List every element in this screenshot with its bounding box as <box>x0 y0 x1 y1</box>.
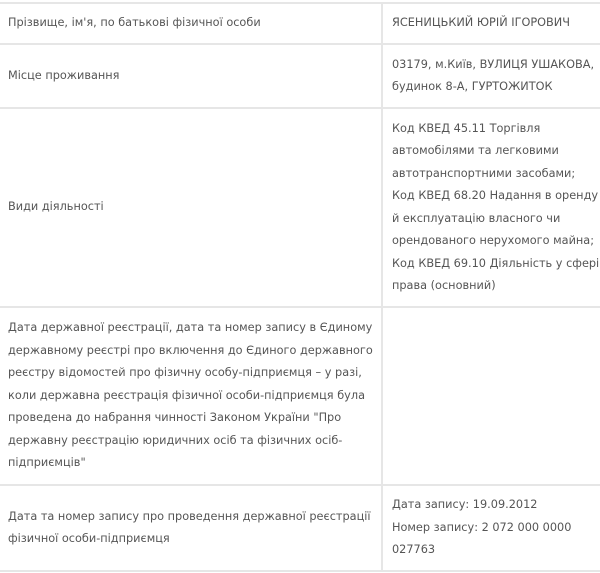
label-line: Види діяльності <box>8 200 104 214</box>
label-line: фізичної особи-підприємця <box>8 532 170 545</box>
field-label <box>0 485 382 571</box>
value-line: Номер запису: 2 072 000 0000 <box>392 520 572 534</box>
value-line: й експлуатацію власного чи <box>392 211 561 225</box>
label-line: Місце проживання <box>8 68 120 82</box>
label-line: підприємців" <box>8 456 86 470</box>
value-line: 027763 <box>392 543 436 557</box>
value-line: Дата запису: 19.09.2012 <box>392 498 538 512</box>
field-label <box>0 44 382 108</box>
label-line: реєстру відомостей про фізичну особу-підприємця – у разі, <box>8 366 362 380</box>
value-line: ЯСЕНИЦЬКИЙ ЮРІЙ ІГОРОВИЧ <box>392 16 570 30</box>
field-label <box>0 3 382 44</box>
value-line: 03179, м.Київ, ВУЛИЦЯ УШАКОВА, <box>392 57 595 71</box>
label-line: державному реєстрі про включення до Єдиного державного <box>8 343 373 357</box>
value-line: Код КВЕД 69.10 Діяльність у сфері <box>392 256 600 270</box>
label-line: Дата державної реєстрації, дата та номер запису в Єдиному <box>8 321 373 335</box>
label-line: коли державна реєстрація фізичної особи-підприємця була <box>8 388 365 402</box>
table-row <box>0 108 600 307</box>
label-line: проведена до набрання чинності Законом України "Про <box>8 411 342 425</box>
table-row <box>0 3 600 44</box>
field-value <box>382 307 600 485</box>
field-value <box>382 3 600 44</box>
value-line: орендованого нерухомого майна; <box>392 234 595 247</box>
value-line: Код КВЕД 45.11 Торгівля <box>392 121 541 135</box>
value-line: будинок 8-А, ГУРТОЖИТОК <box>392 80 553 93</box>
label-line: Дата та номер запису про проведення державної реєстрації <box>8 509 371 523</box>
label-line: державну реєстрацію юридичних осіб та фізичних осіб- <box>8 433 343 447</box>
field-label <box>0 108 382 307</box>
field-value <box>382 44 600 108</box>
table-row <box>0 307 600 485</box>
value-line: автомобілями та легковими <box>392 144 559 157</box>
table-row <box>0 44 600 108</box>
registry-table <box>0 2 600 572</box>
label-line: Прізвище, ім'я, по батькові фізичної особи <box>8 16 261 30</box>
value-line: права (основний) <box>392 279 496 292</box>
table-row <box>0 485 600 571</box>
value-line: автотранспортними засобами; <box>392 166 576 180</box>
field-value <box>382 485 600 571</box>
field-label <box>0 307 382 485</box>
field-value <box>382 108 600 307</box>
value-line: Код КВЕД 68.20 Надання в оренду <box>392 189 599 202</box>
